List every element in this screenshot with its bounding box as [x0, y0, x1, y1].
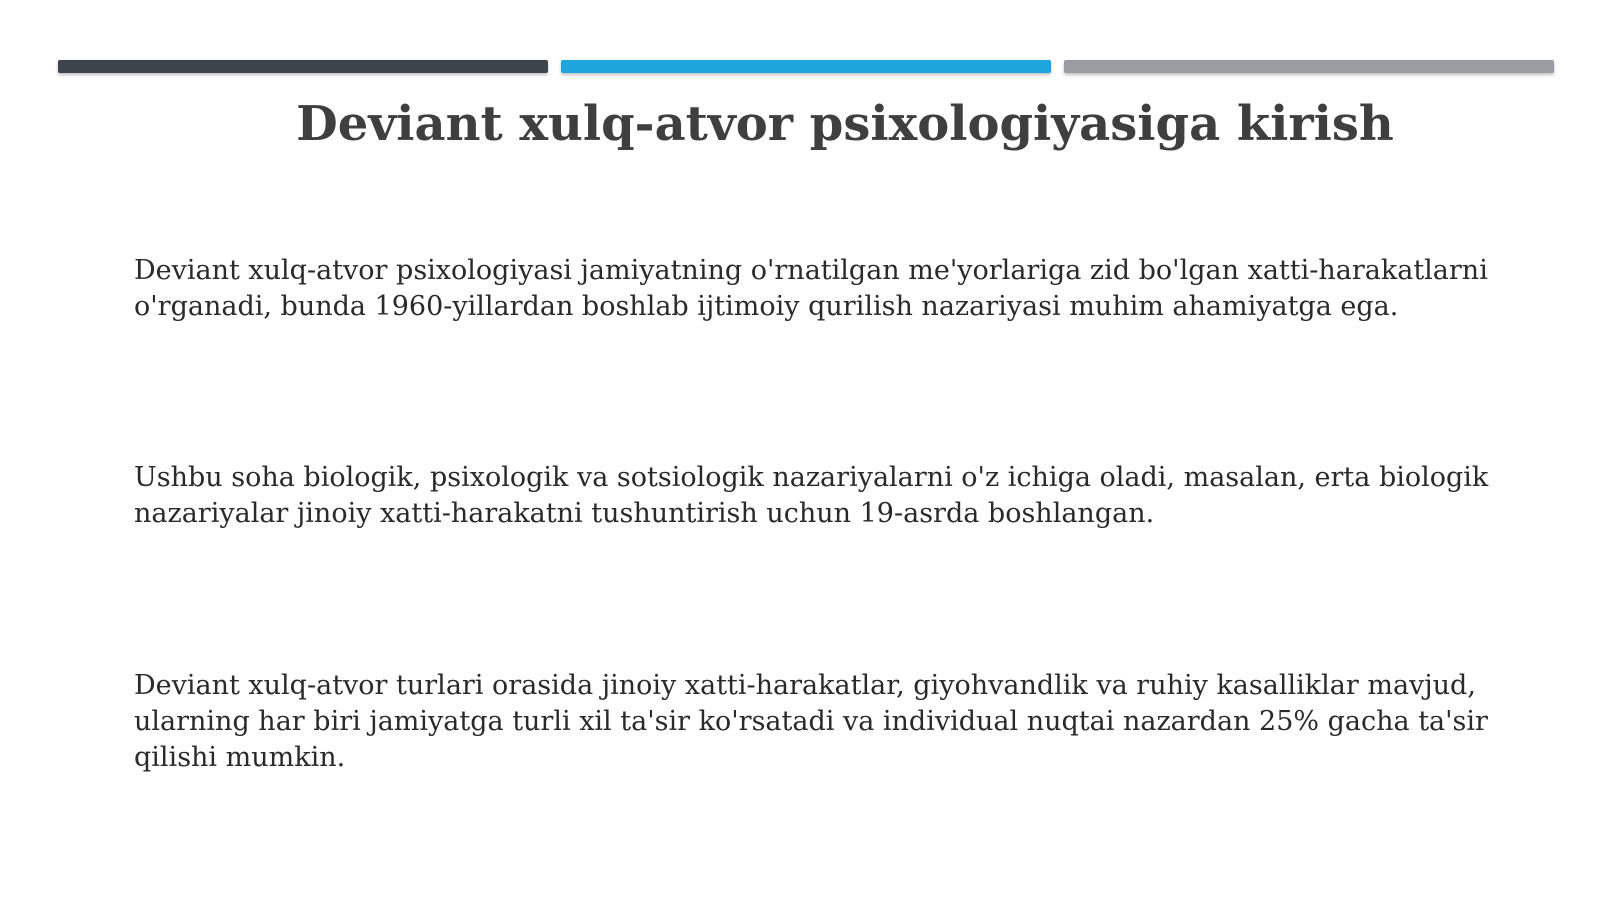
- accent-bar-blue: [561, 60, 1051, 73]
- accent-bar-dark: [58, 60, 548, 73]
- paragraph-intro: Deviant xulq-atvor psixologiyasi jamiyatning o'rnatilgan me'yorlariga zid bo'lgan xatti-harakatlarni o'rganadi, bunda 1960-yillardan boshlab ijtimoiy qurilish nazariyasi muhim ahamiyatga ega.: [134, 255, 1488, 322]
- paragraph-theories: Ushbu soha biologik, psixologik va sotsiologik nazariyalarni o'z ichiga oladi, masalan, erta biologik nazariyalar jinoiy xatti-harakatni tushuntirish uchun 19-asrda boshlangan.: [134, 462, 1489, 529]
- accent-bar-gray: [1064, 60, 1554, 73]
- paragraph-types: Deviant xulq-atvor turlari orasida jinoiy xatti-harakatlar, giyohvandlik va ruhiy kasalliklar mavjud, ularning har biri jamiyatga turli xil ta'sir ko'rsatadi va individual nuqtai nazardan 25% gacha ta'sir qilishi mumkin.: [134, 670, 1488, 773]
- slide-title: Deviant xulq-atvor psixologiyasiga kirish: [296, 96, 1394, 152]
